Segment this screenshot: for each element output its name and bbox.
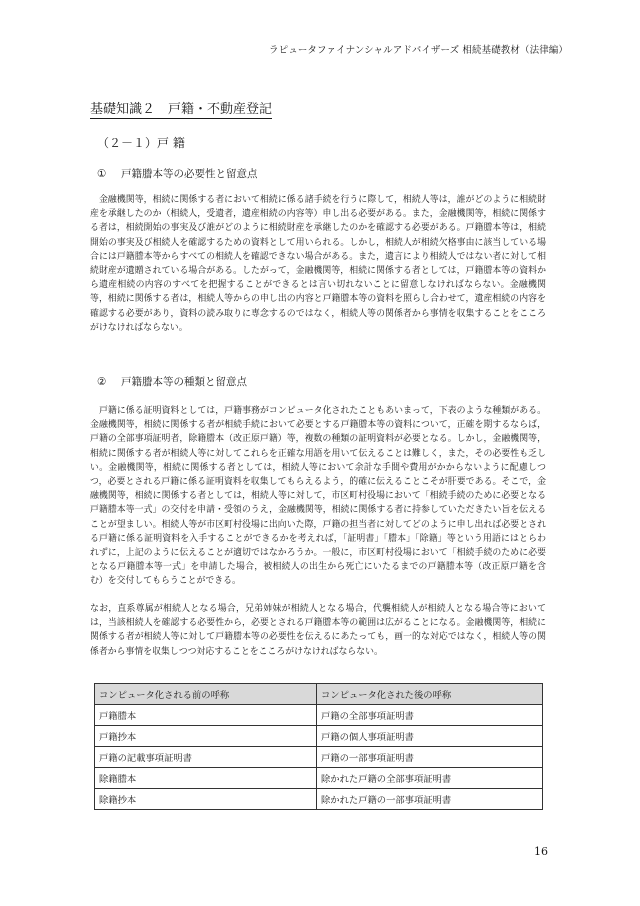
table-cell: 戸籍謄本 <box>95 705 317 726</box>
running-header: ラピュータファイナンシャルアドバイザーズ 相続基礎教材（法律編） <box>269 45 568 56</box>
subsection-1-number: ① <box>97 168 107 180</box>
subsection-1-paragraph: 金融機関等，相続に関係する者において相続に係る諸手続を行うに際して，相続人等は，誰がどのように相続財産を承継したのか（相続人，受遺者，遺産相続の内容等）申し出る必要がある。また，金融機関等，相続に関係する者は，相続開始の事実及び誰がどのように相続財産を承継したのかを確認する必要がある。戸籍謄本等は，相続開始の事実及び相続人を確認するための資料として用いられる。しかし，相続人が相続欠格事由に該当している場合には戸籍謄本等からすべての相続人を確認できない場合がある。また，遺言により相続人ではない者に対して相続財産が遺贈されている場合がある。したがって，金融機関等，相続に関係する者としては，戸籍謄本等の資料から遺産相続の内容のすべてを把握することができるとは言い切れないことに留意しなければならない。金融機関等，相続に関係する者は，相続人等からの申し出の内容と戸籍謄本等の資料を照らし合わせて，遺産相続の内容を確認する必要があり，資料の読み取りに専念するのではなく，相続人等の関係者から事情を収集することをこころがけなければならない。 <box>90 195 546 333</box>
table-header-cell: コンピュータ化される前の呼称 <box>95 684 317 705</box>
table-cell: 除籍謄本 <box>95 768 317 789</box>
subsection-2-heading <box>97 374 247 389</box>
section-title: （２－１）戸 籍 <box>97 136 185 150</box>
table-cell: 戸籍抄本 <box>95 726 317 747</box>
table-cell: 戸籍の記載事項証明書 <box>95 747 317 768</box>
table-cell: 戸籍の一部事項証明書 <box>317 747 543 768</box>
subsection-2-paragraph-1: 戸籍に係る証明資料としては，戸籍事務がコンピュータ化されたこともあいまって，下表のような種類がある。金融機関等，相続に関係する者が相続手続において必要とする戸籍謄本等の資料について，正確を期するならば，戸籍の全部事項証明者，除籍謄本（改正原戸籍）等，複数の種類の証明資料が必要となる。しかし，金融機関等，相続に関係する者が相続人等に対してこれらを正確な用語を用いて伝えることは難しく，また，その必要性も乏しい。金融機関等，相続に関係する者としては，相続人等において余計な手間や費用がかからないように配慮しつつ，必要とされる戸籍に係る証明資料を収集してもらえるよう，的確に伝えることこそが肝要である。そこで，金融機関等，相続に関係する者としては，相続人等に対して，市区町村役場において「相続手続のために必要となる戸籍謄本等一式」の交付を申請・受領のうえ，金融機関等，相続に関係する者に持参していただきたい旨を伝えることが望ましい。相続人等が市区町村役場に出向いた際，戸籍の担当者に対してどのように申し出れば必要とされる戸籍に係る証明資料を入手することができるかを考えれば，「証明書」「謄本」「除籍」等という用語にはとらわれずに，上記のように伝えることが適切ではなかろうか。一般に，市区町村役場において「相続手続のために必要となる戸籍謄本等一式」を申請した場合，被相続人の出生から死亡にいたるまでの戸籍謄本等（改正原戸籍を含む）を交付してもらうことができる。 <box>90 406 546 587</box>
table-cell: 除籍抄本 <box>95 789 317 810</box>
subsection-2-paragraph-2: なお，直系尊属が相続人となる場合，兄弟姉妹が相続人となる場合，代襲相続人が相続人となる場合等においては，当該相続人を確認する必要性から，必要とされる戸籍謄本等の範囲は広がることになる。金融機関等，相続に関係する者が相続人等に対して戸籍謄本等の必要性を伝えるにあたっても，画一的な対応ではなく，相続人等の関係者から事情を収集しつつ対応することをこころがけなければならない。 <box>90 604 546 657</box>
register-name-comparison-table <box>94 683 543 810</box>
table-row <box>95 726 543 747</box>
table-row <box>95 747 543 768</box>
page-number: 16 <box>534 845 548 858</box>
table-row <box>95 705 543 726</box>
subsection-2-title: 戸籍謄本等の種類と留意点 <box>121 376 247 388</box>
table-header-row <box>95 684 543 705</box>
table-cell: 除かれた戸籍の一部事項証明書 <box>317 789 543 810</box>
subsection-1-heading <box>97 166 258 181</box>
table-cell: 除かれた戸籍の全部事項証明書 <box>317 768 543 789</box>
chapter-title: 基礎知識２ 戸籍・不動産登記 <box>90 98 272 119</box>
subsection-1-title: 戸籍謄本等の必要性と留意点 <box>121 168 258 180</box>
table-cell: 戸籍の個人事項証明書 <box>317 726 543 747</box>
table-cell: 戸籍の全部事項証明書 <box>317 705 543 726</box>
table-row <box>95 789 543 810</box>
subsection-2-number: ② <box>97 376 107 388</box>
table-row <box>95 768 543 789</box>
table-header-cell: コンピュータ化された後の呼称 <box>317 684 543 705</box>
